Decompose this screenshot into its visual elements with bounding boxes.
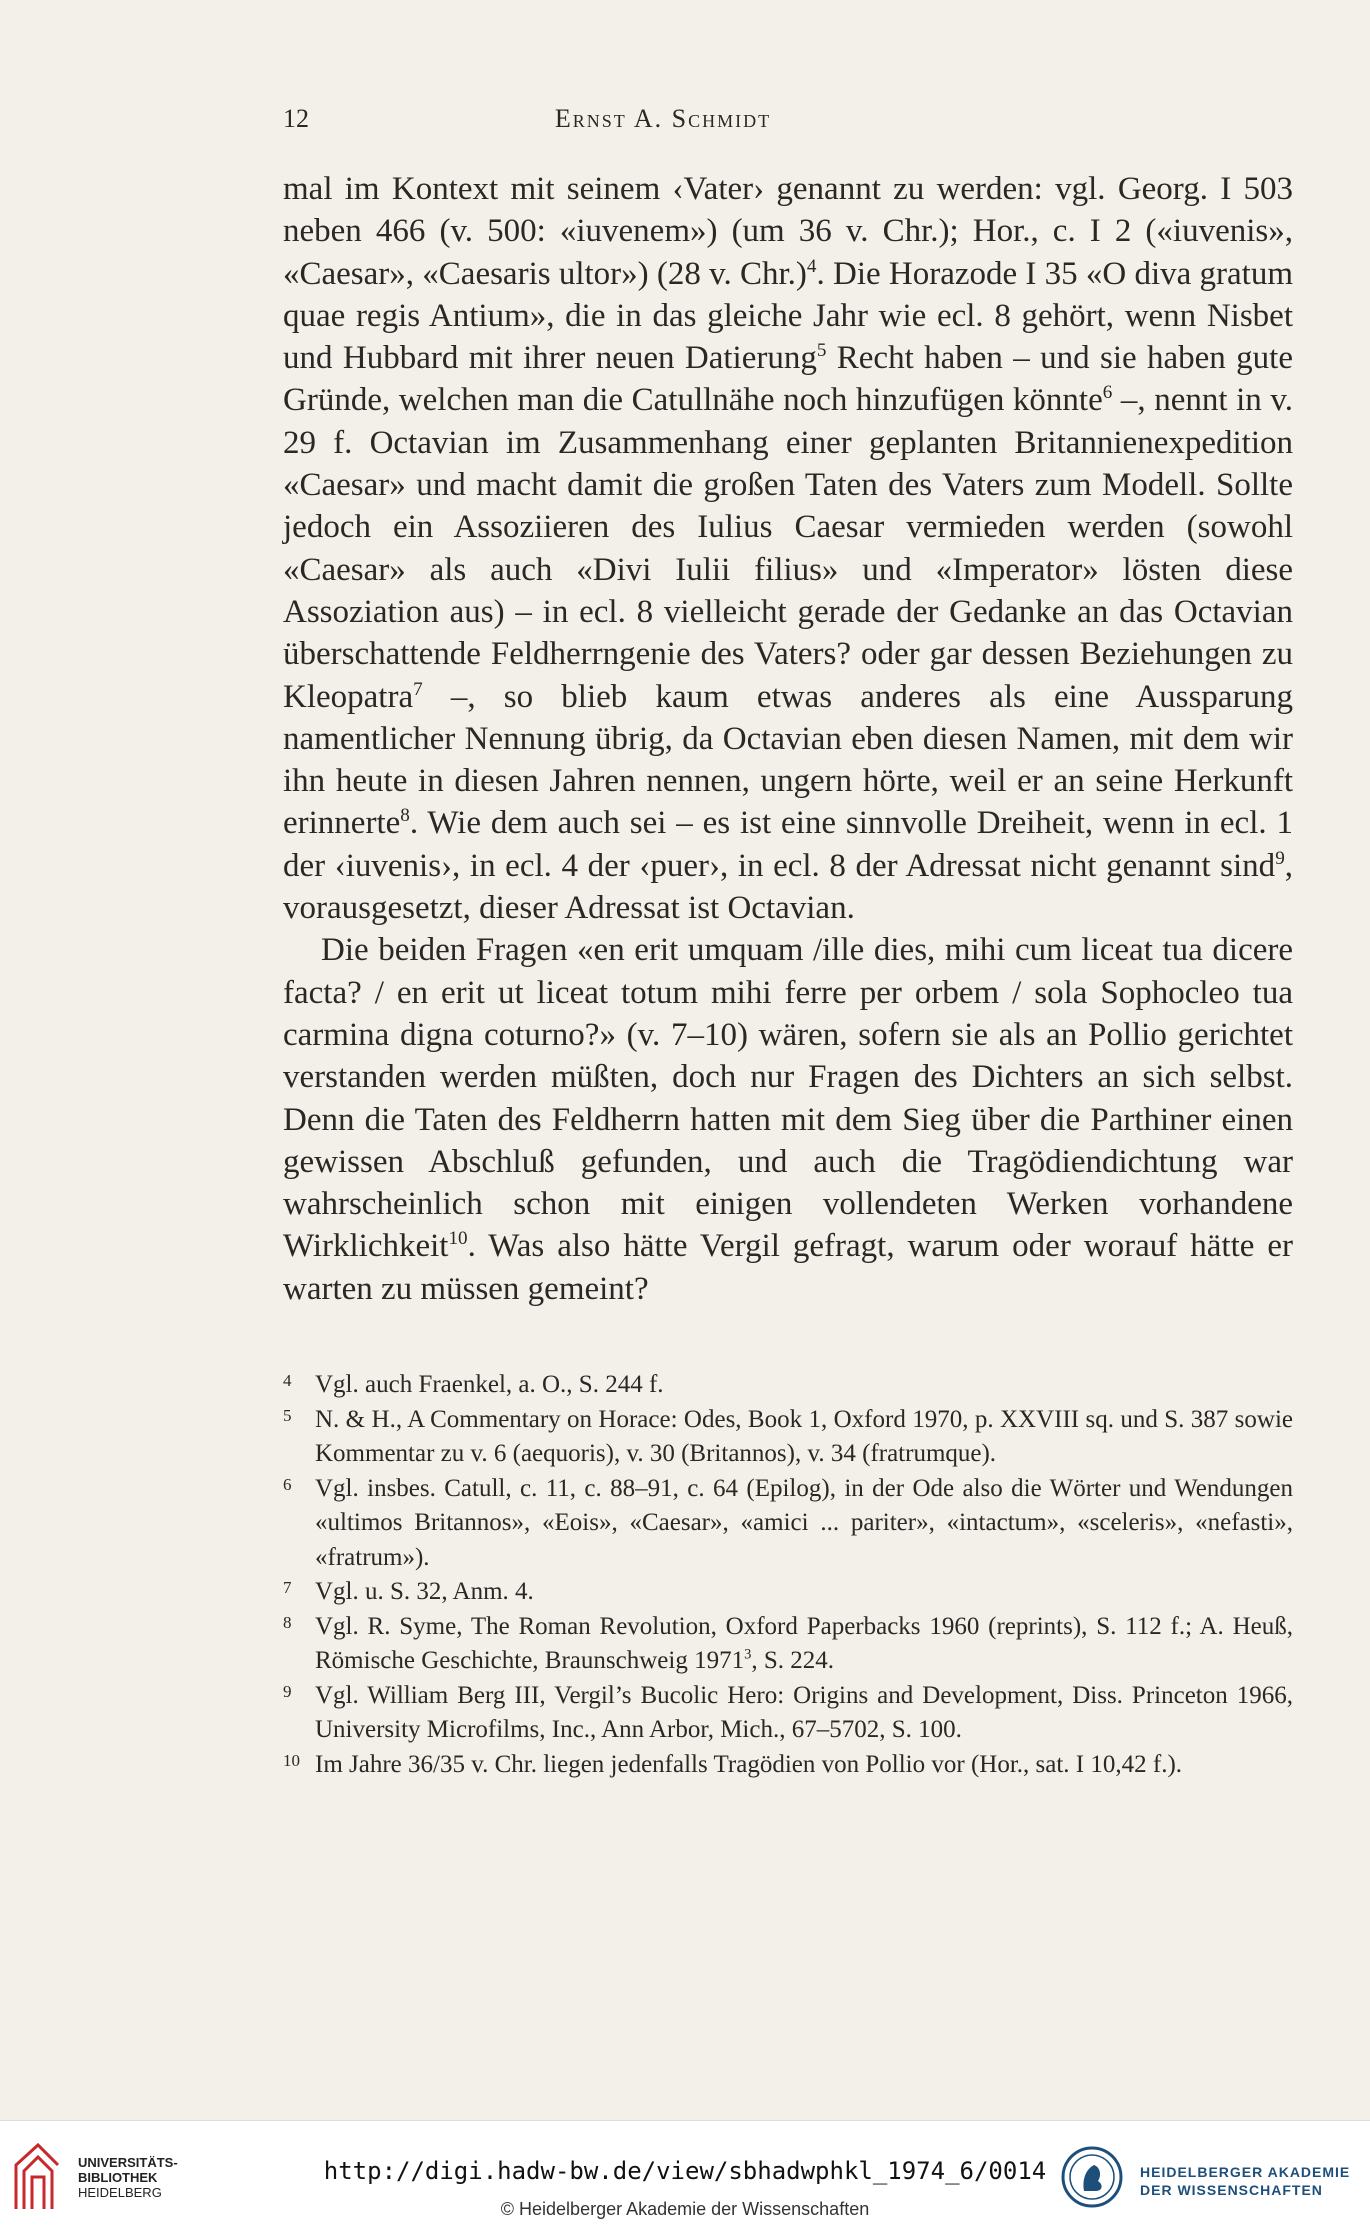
text-run: . Was also hätte Vergil gefragt, warum oder worauf hätte er warten zu müssen gemeint? <box>283 1228 1293 1307</box>
footnote-number: 6 <box>283 1474 292 1494</box>
footnote-reference[interactable]: 3 <box>744 1646 752 1663</box>
text-run: mal im Kontext mit seinem ‹Vater› genannt zu werden: vgl. Georg. I 503 neben 466 (v. 500: «iuvenem») (um 36 v. Chr.); Hor., c. I 2 («iuvenis», «Caesar», «Caesaris ultor») (28 v. Chr.) <box>283 171 1293 292</box>
permalink-url[interactable]: http://digi.hadw-bw.de/view/sbhadwphkl_1974_6/0014 <box>323 2157 1047 2185</box>
footnote <box>283 1575 1293 1610</box>
footnote-reference[interactable]: 10 <box>448 1228 468 1250</box>
library-name: UNIVERSITÄTS- BIBLIOTHEK HEIDELBERG <box>78 2155 178 2200</box>
footnote <box>283 1610 1293 1679</box>
text-run: Im Jahre 36/35 v. Chr. liegen jedenfalls Tragödien von Pollio vor (Hor., sat. I 10,42 f.). <box>315 1750 1183 1778</box>
footnote-number: 7 <box>283 1578 292 1597</box>
text-run: Vgl. William Berg III, Vergil’s Bucolic Hero: Origins and Development, Diss. Princeton 1966, University Microfilms, Inc., Ann Arbor, Mich., 67–5702, S. 100. <box>315 1681 1293 1743</box>
footnote-reference[interactable]: 4 <box>806 255 817 277</box>
copyright-notice: © Heidelberger Akademie der Wissenschaften <box>500 2199 870 2219</box>
body-text <box>283 168 1293 1310</box>
text-run: Vgl. insbes. Catull, c. 11, c. 88–91, c. 64 (Epilog), in der Ode also die Wörter und Wendungen «ultimos Britannos», «Eois», «Caesar», «amici ... pariter», «intactum», «sceleris», «nefasti», «fratrum»). <box>315 1474 1293 1571</box>
text-run: –, so blieb kaum etwas anderes als eine Aussparung namentlicher Nennung übrig, da Octavian eben diesen Namen, mit dem wir ihn heute in diesen Jahren nennen, ungern hörte, weil er an seine Herkunft erinnerte <box>283 678 1293 842</box>
text-run: Recht haben – und sie haben gute Gründe, welchen man die Catullnähe noch hinzufügen könnte <box>283 340 1293 419</box>
footnote-number: 4 <box>283 1371 292 1390</box>
academy-name: HEIDELBERGER AKADEMIE DER WISSENSCHAFTEN <box>1140 2164 1351 2198</box>
footnote <box>283 1368 1293 1403</box>
footnote-reference[interactable]: 5 <box>816 340 827 362</box>
text-run: . Die Horazode I 35 «O diva gratum quae regis Antium», die in das gleiche Jahr wie ecl. 8 gehört, wenn Nisbet und Hubbard mit ihrer neuen Datierung <box>283 255 1294 377</box>
text-run: Vgl. u. S. 32, Anm. 4. <box>315 1578 534 1605</box>
footnote-number: 9 <box>283 1681 292 1701</box>
paragraph-1 <box>283 168 1293 929</box>
paragraph-2 <box>283 929 1293 1310</box>
text-run: . Wie dem auch sei – es ist eine sinnvolle Dreiheit, wenn in ecl. 1 der ‹iuvenis›, in ecl. 4 der ‹puer›, in ecl. 8 der Adressat nicht genannt sind <box>283 805 1293 884</box>
footnote-reference[interactable]: 9 <box>1275 847 1285 869</box>
footnote-reference[interactable]: 7 <box>413 678 423 700</box>
text-run: Die beiden Fragen «en erit umquam /ille dies, mihi cum liceat tua dicere facta? / en erit ut liceat totum mihi ferre per orbem / sola Sophocleo tua carmina digna coturno?» (v. 7–10) wären, sofern sie als an Pollio gerichtet verstanden werden müßten, doch nur Fragen des Dichters an sich selbst. Denn die Taten des Feldherrn hatten mit dem Sieg über die Parthiner einen gewissen Abschluß gefunden, und auch die Tragödiendichtung war wahrscheinlich schon mit einigen vollendeten Werken vorhandene Wirklichkeit <box>283 932 1293 1265</box>
footnote <box>283 1748 1293 1783</box>
text-run: , vorausgesetzt, dieser Adressat ist Octavian. <box>283 847 1293 927</box>
footnote-number: 5 <box>283 1405 292 1425</box>
text-run: Vgl. auch Fraenkel, a. O., S. 244 f. <box>315 1371 664 1398</box>
text-run: , S. 224. <box>751 1647 834 1674</box>
running-head-author: Ernst A. Schmidt <box>554 104 772 133</box>
footnote-number: 8 <box>283 1612 292 1632</box>
viewer-footer <box>0 2120 1370 2232</box>
page-number: 12 <box>283 104 309 133</box>
text-run: –, nennt in v. 29 f. Octavian im Zusammenhang einer geplanten Britannienexpedition «Caesar» und macht damit die großen Taten des Vaters zum Modell. Sollte jedoch ein Assoziieren des Iulius Caesar vermieden werden (sowohl «Caesar» als auch «Divi Iulii filius» und «Imperator» lösten diese Assoziation aus) – in ecl. 8 vielleicht gerade der Gedanke an das Octavian überschattende Feldherrngenie des Vaters? oder gar dessen Beziehungen zu Kleopatra <box>283 382 1293 715</box>
footnote-reference[interactable]: 8 <box>400 805 410 827</box>
running-head <box>283 104 1043 144</box>
text-run: N. & H., A Commentary on Horace: Odes, Book 1, Oxford 1970, p. XXVIII sq. und S. 387 sowie Kommentar zu v. 6 (aequoris), v. 30 (Britannos), v. 34 (fratrumque). <box>315 1405 1293 1467</box>
footnotes <box>283 1368 1293 1782</box>
footnote <box>283 1472 1293 1576</box>
footnote-number: 10 <box>283 1750 300 1770</box>
footnote-reference[interactable]: 6 <box>1102 382 1113 404</box>
footnote <box>283 1403 1293 1472</box>
footnote <box>283 1679 1293 1748</box>
academy-seal-icon <box>1060 2145 1124 2209</box>
text-run: Vgl. R. Syme, The Roman Revolution, Oxford Paperbacks 1960 (reprints), S. 112 f.; A. Heuß, Römische Geschichte, Braunschweig 1971 <box>315 1612 1293 1674</box>
